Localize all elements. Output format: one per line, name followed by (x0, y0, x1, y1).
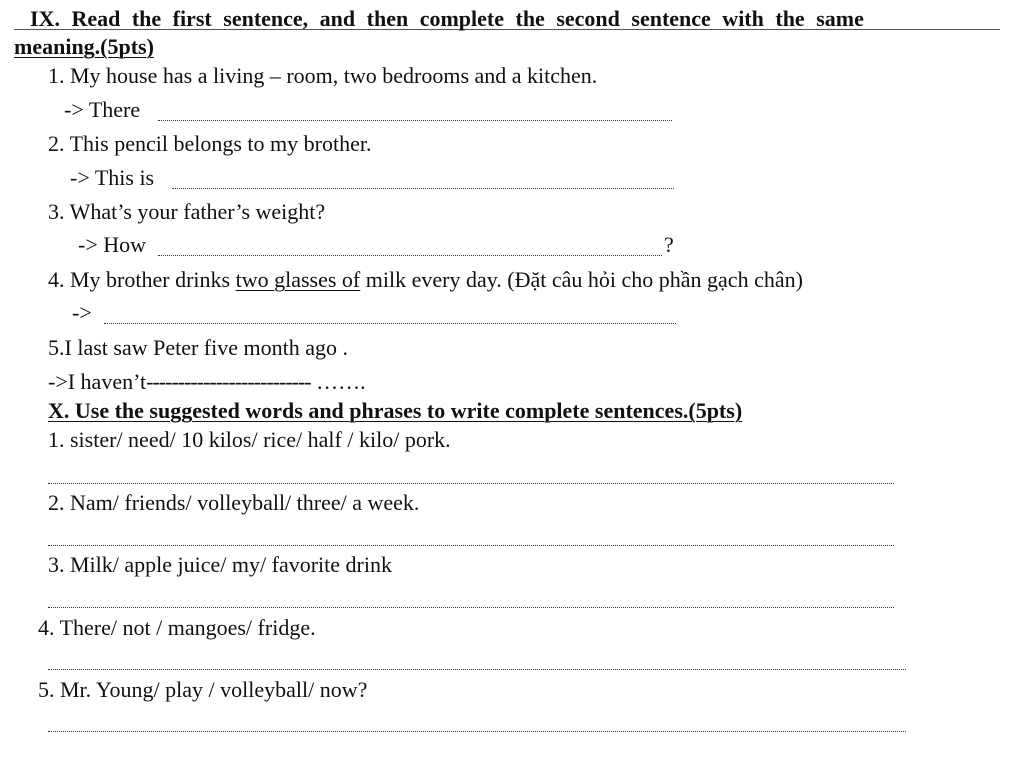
exercise-9-2-prompt: -> This is (70, 165, 155, 190)
exercise-10-3-prompt: 3. Milk/ apple juice/ my/ favorite drink (48, 552, 392, 577)
section-10-heading: X. Use the suggested words and phrases to write complete sentences.(5pts) (48, 398, 743, 423)
exercise-9-2-answer-line[interactable] (172, 188, 674, 189)
exercise-9-1-prompt: -> There (64, 97, 141, 122)
exercise-9-4-prompt: -> (72, 300, 92, 325)
exercise-9-5-dashes: -------------------------- (146, 369, 311, 394)
exercise-9-3-question-mark: ? (664, 232, 674, 257)
exercise-10-1-prompt: 1. sister/ need/ 10 kilos/ rice/ half / kilo/ pork. (48, 427, 451, 452)
exercise-10-5-prompt: 5. Mr. Young/ play / volleyball/ now? (38, 677, 368, 702)
exercise-9-5-end-dots: ……. (310, 369, 366, 394)
exercise-9-4-sentence-post: milk every day. (Đặt câu hỏi cho phần gạch chân) (360, 267, 803, 292)
exercise-9-1-sentence: 1. My house has a living – room, two bedrooms and a kitchen. (48, 63, 598, 88)
exercise-9-5-prompt: ->I haven’t (48, 369, 147, 394)
exercise-9-4-underlined-phrase: two glasses of (235, 267, 361, 292)
exercise-9-5-line[interactable] (48, 369, 366, 395)
exercise-9-5-sentence: 5.I last saw Peter five month ago . (48, 335, 348, 360)
exercise-10-2-prompt: 2. Nam/ friends/ volleyball/ three/ a week. (48, 490, 420, 515)
exercise-9-3-answer-line[interactable] (158, 255, 662, 256)
exercise-10-4-prompt: 4. There/ not / mangoes/ fridge. (38, 615, 316, 640)
section-9-heading-line1: IX. Read the first sentence, and then complete the second sentence with the same (30, 6, 864, 31)
exercise-9-4-sentence-pre: 4. My brother drinks (48, 267, 236, 292)
exercise-10-1-answer-line[interactable] (48, 483, 894, 484)
section-9-heading-line2: meaning.(5pts) (14, 34, 154, 59)
exercise-10-4-answer-line[interactable] (48, 669, 906, 670)
exercise-9-3-sentence: 3. What’s your father’s weight? (48, 199, 326, 224)
exercise-9-2-sentence: 2. This pencil belongs to my brother. (48, 131, 372, 156)
exercise-9-3-prompt: -> How (78, 232, 147, 257)
exercise-10-3-answer-line[interactable] (48, 607, 894, 608)
exercise-9-1-answer-line[interactable] (158, 120, 672, 121)
exercise-9-4-sentence (48, 267, 803, 293)
exercise-9-4-answer-line[interactable] (104, 323, 676, 324)
exercise-10-5-answer-line[interactable] (48, 731, 906, 732)
exercise-10-2-answer-line[interactable] (48, 545, 894, 546)
